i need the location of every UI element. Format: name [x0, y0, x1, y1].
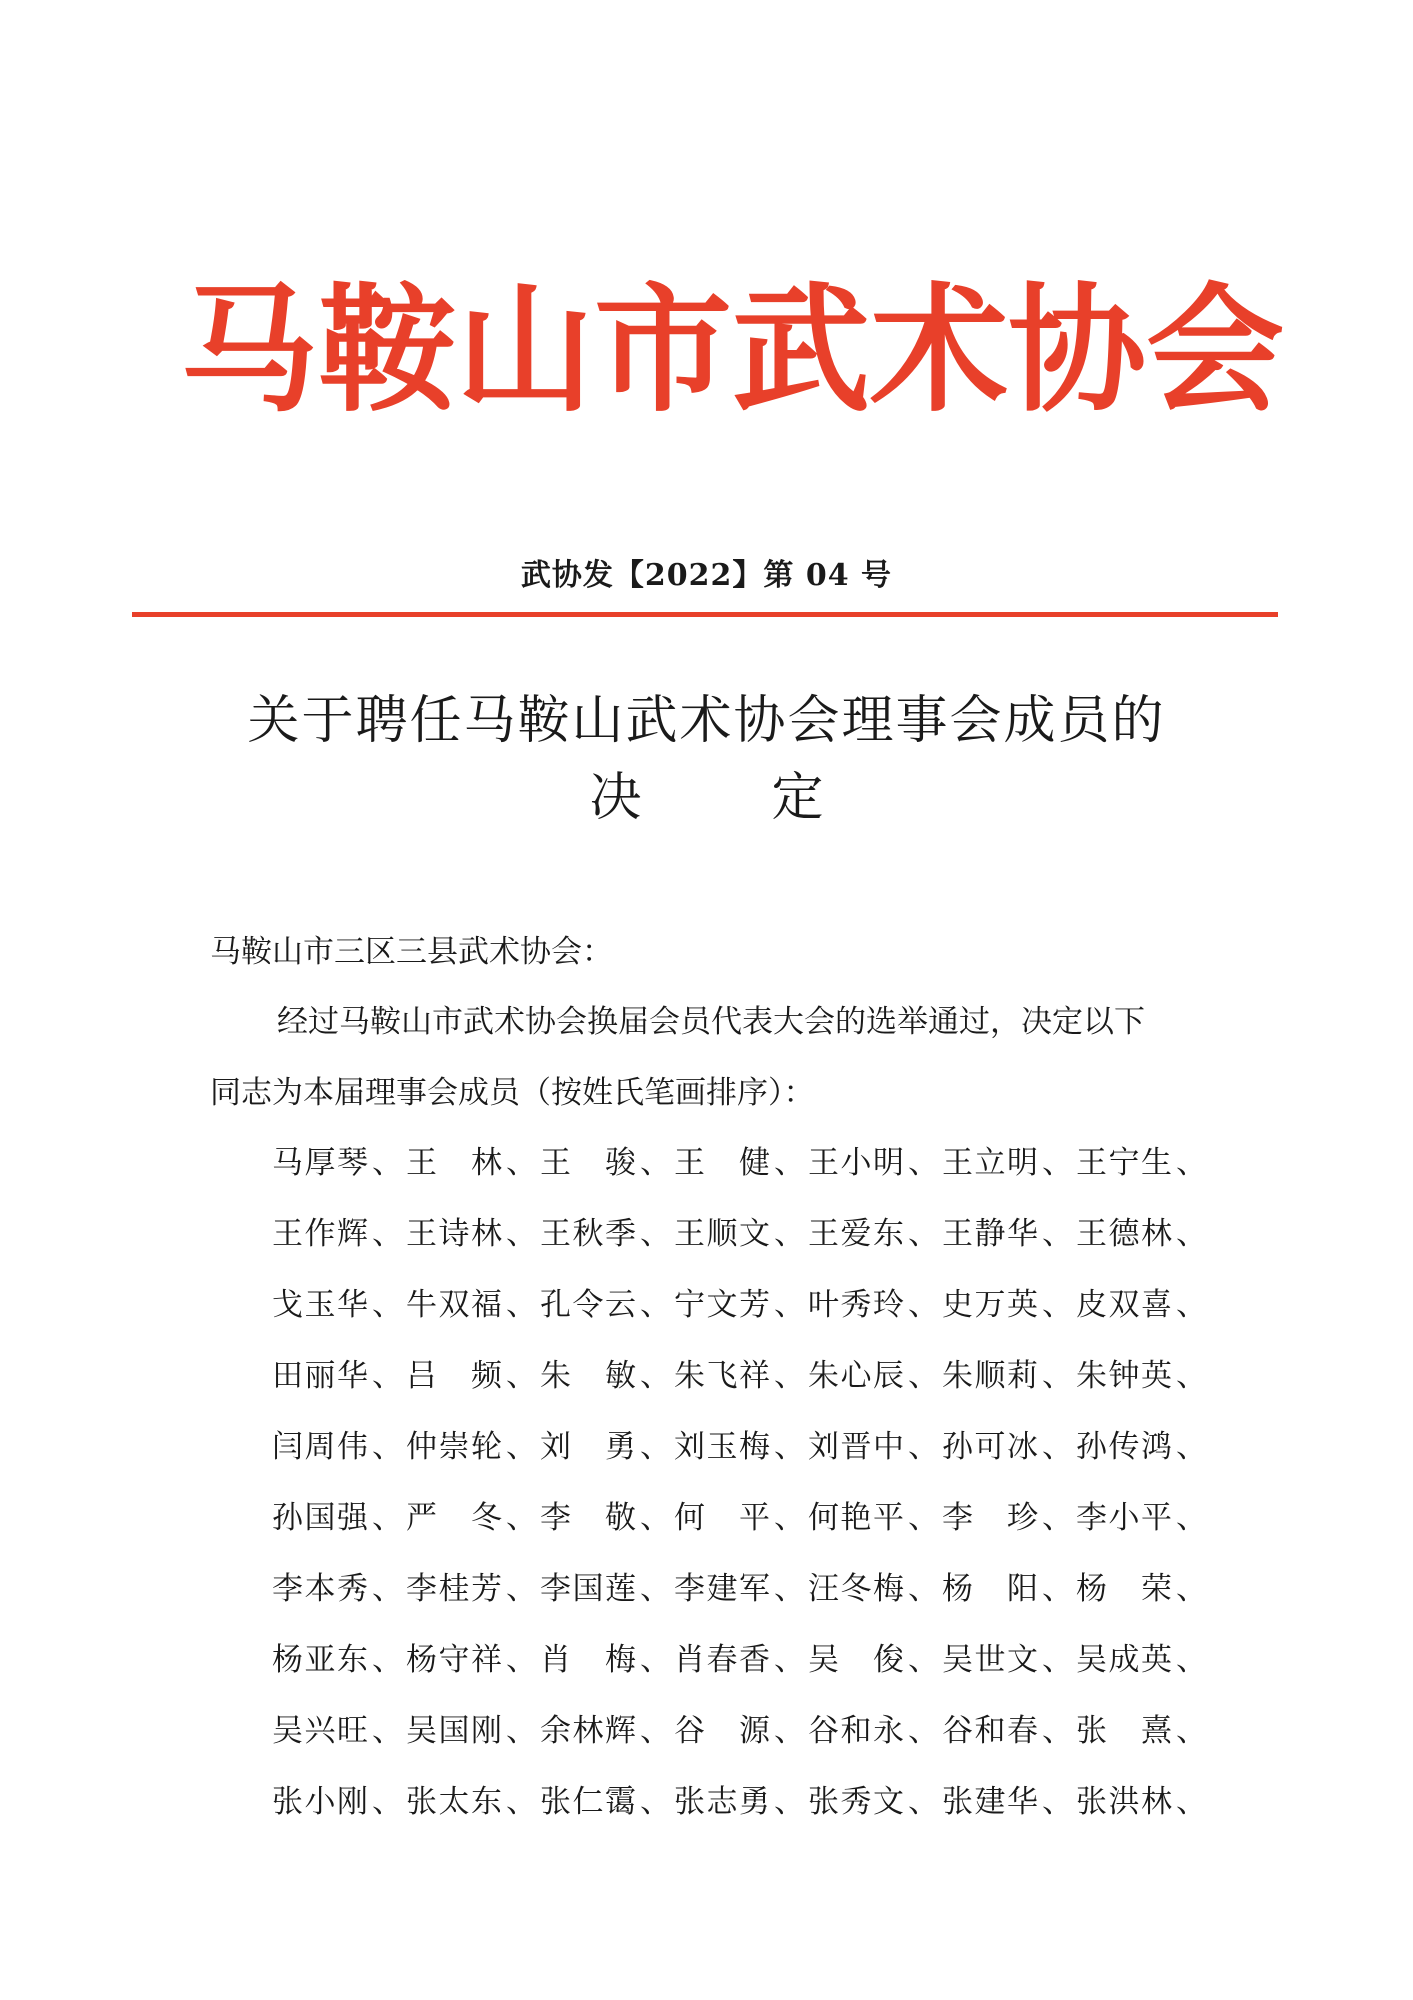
name-separator: 、 [774, 1784, 805, 1820]
name-separator: 、 [506, 1642, 537, 1678]
name-separator: 、 [372, 1713, 403, 1749]
name-separator: 、 [372, 1784, 403, 1820]
member-name [808, 1145, 942, 1181]
name-separator: 、 [908, 1500, 939, 1536]
member-name [540, 1429, 674, 1465]
member-name [942, 1429, 1076, 1465]
member-name-text: 何 平 [674, 1500, 770, 1536]
member-name-text: 朱 敏 [540, 1358, 636, 1394]
member-name [406, 1358, 540, 1394]
name-separator: 、 [640, 1713, 671, 1749]
member-name-text: 谷 和 春 [942, 1713, 1038, 1749]
member-name [674, 1642, 808, 1678]
member-name-text: 杨 亚 东 [272, 1642, 368, 1678]
member-name [942, 1642, 1076, 1678]
member-name [272, 1784, 406, 1820]
name-separator: 、 [640, 1571, 671, 1607]
member-name-text: 朱 钟 英 [1076, 1358, 1172, 1394]
letterhead-char: 武 [732, 268, 871, 431]
member-name-text: 李 本 秀 [272, 1571, 368, 1607]
member-name [808, 1429, 942, 1465]
member-name-text: 刘 玉 梅 [674, 1429, 770, 1465]
member-name [272, 1287, 406, 1323]
letterhead-char: 会 [1146, 268, 1285, 431]
name-separator: 、 [908, 1145, 939, 1181]
member-name [942, 1571, 1076, 1607]
name-separator: 、 [640, 1216, 671, 1252]
member-name [272, 1429, 406, 1465]
member-name [1076, 1784, 1210, 1820]
member-name-text: 李 小 平 [1076, 1500, 1172, 1536]
member-name-text: 王 德 林 [1076, 1216, 1172, 1252]
name-separator: 、 [506, 1358, 537, 1394]
member-row [272, 1429, 1222, 1503]
name-separator: 、 [1042, 1358, 1073, 1394]
name-separator: 、 [640, 1784, 671, 1820]
member-name-text: 仲 崇 轮 [406, 1429, 502, 1465]
name-separator: 、 [774, 1145, 805, 1181]
member-name-text: 王 爱 东 [808, 1216, 904, 1252]
name-separator: 、 [372, 1642, 403, 1678]
member-name [808, 1642, 942, 1678]
name-separator: 、 [506, 1571, 537, 1607]
member-name-text: 田 丽 华 [272, 1358, 368, 1394]
member-name [674, 1216, 808, 1252]
member-name [406, 1642, 540, 1678]
member-name [674, 1145, 808, 1181]
member-name-text: 张 志 勇 [674, 1784, 770, 1820]
member-name-text: 王 林 [406, 1145, 502, 1181]
member-name-text: 史 万 英 [942, 1287, 1038, 1323]
member-name [1076, 1145, 1210, 1181]
name-separator: 、 [506, 1500, 537, 1536]
member-name [1076, 1429, 1210, 1465]
member-name [1076, 1713, 1210, 1749]
member-name-text: 张 仁 霭 [540, 1784, 636, 1820]
member-row [272, 1784, 1222, 1858]
name-separator: 、 [908, 1287, 939, 1323]
letterhead-char: 马 [180, 268, 319, 431]
name-separator: 、 [774, 1287, 805, 1323]
member-name [674, 1500, 808, 1536]
member-name [1076, 1358, 1210, 1394]
member-name [406, 1287, 540, 1323]
member-name [674, 1429, 808, 1465]
name-separator: 、 [506, 1145, 537, 1181]
member-name-text: 朱 飞 祥 [674, 1358, 770, 1394]
member-name [674, 1784, 808, 1820]
member-name-text: 闫 周 伟 [272, 1429, 368, 1465]
member-name [272, 1500, 406, 1536]
member-name-text: 牛 双 福 [406, 1287, 502, 1323]
name-separator: 、 [1042, 1642, 1073, 1678]
member-name [942, 1500, 1076, 1536]
member-name [1076, 1642, 1210, 1678]
member-name [406, 1784, 540, 1820]
name-separator: 、 [506, 1429, 537, 1465]
member-name-text: 孙 国 强 [272, 1500, 368, 1536]
name-separator: 、 [908, 1216, 939, 1252]
member-name-text: 王 静 华 [942, 1216, 1038, 1252]
member-name-text: 张 熹 [1076, 1713, 1172, 1749]
member-name-text: 余 林 辉 [540, 1713, 636, 1749]
body-paragraph-line: 同志为本届理事会成员（按姓氏笔画排序）： [210, 1075, 815, 1111]
name-separator: 、 [1042, 1571, 1073, 1607]
member-name [942, 1358, 1076, 1394]
member-name-text: 刘 勇 [540, 1429, 636, 1465]
name-separator: 、 [1042, 1145, 1073, 1181]
member-name-text: 谷 和 永 [808, 1713, 904, 1749]
member-name-text: 杨 守 祥 [406, 1642, 502, 1678]
member-name [674, 1358, 808, 1394]
red-divider-line [132, 612, 1278, 617]
name-separator: 、 [640, 1500, 671, 1536]
member-name [540, 1500, 674, 1536]
member-name-text: 李 建 军 [674, 1571, 770, 1607]
name-separator: 、 [372, 1145, 403, 1181]
member-name-text: 肖 春 香 [674, 1642, 770, 1678]
member-name-text: 吕 频 [406, 1358, 502, 1394]
name-separator: 、 [774, 1571, 805, 1607]
document-title: 关于聘任马鞍山武术协会理事会成员的 [247, 691, 1166, 751]
member-name-text: 孔 令 云 [540, 1287, 636, 1323]
name-separator: 、 [1176, 1429, 1207, 1465]
member-name-text: 李 敬 [540, 1500, 636, 1536]
member-row [272, 1642, 1222, 1716]
member-row [272, 1145, 1222, 1219]
member-name-text: 李 国 莲 [540, 1571, 636, 1607]
name-separator: 、 [774, 1216, 805, 1252]
name-separator: 、 [372, 1358, 403, 1394]
name-separator: 、 [1176, 1500, 1207, 1536]
member-name-text: 叶 秀 玲 [808, 1287, 904, 1323]
member-name-text: 王 宁 生 [1076, 1145, 1172, 1181]
addressee: 马鞍山市三区三县武术协会： [210, 934, 613, 970]
name-separator: 、 [1176, 1571, 1207, 1607]
name-separator: 、 [774, 1500, 805, 1536]
member-name [1076, 1571, 1210, 1607]
member-name [540, 1571, 674, 1607]
name-separator: 、 [372, 1571, 403, 1607]
letterhead-char: 协 [1008, 268, 1147, 431]
name-separator: 、 [1176, 1784, 1207, 1820]
member-name [540, 1287, 674, 1323]
name-separator: 、 [1176, 1713, 1207, 1749]
name-separator: 、 [640, 1145, 671, 1181]
member-name [942, 1287, 1076, 1323]
member-row [272, 1713, 1222, 1787]
member-name [540, 1642, 674, 1678]
member-name-text: 吴 兴 旺 [272, 1713, 368, 1749]
name-separator: 、 [1042, 1429, 1073, 1465]
name-separator: 、 [1042, 1713, 1073, 1749]
member-name [540, 1713, 674, 1749]
member-name [808, 1358, 942, 1394]
name-separator: 、 [908, 1784, 939, 1820]
member-name [808, 1500, 942, 1536]
member-name [406, 1571, 540, 1607]
member-name-text: 王 诗 林 [406, 1216, 502, 1252]
member-name-text: 王 健 [674, 1145, 770, 1181]
member-name [942, 1145, 1076, 1181]
member-name [272, 1358, 406, 1394]
member-name-text: 孙 传 鸿 [1076, 1429, 1172, 1465]
member-name [540, 1216, 674, 1252]
member-name-text: 王 秋 季 [540, 1216, 636, 1252]
member-name [406, 1216, 540, 1252]
member-name-text: 王 立 明 [942, 1145, 1038, 1181]
name-separator: 、 [640, 1287, 671, 1323]
name-separator: 、 [372, 1216, 403, 1252]
name-separator: 、 [1176, 1145, 1207, 1181]
name-separator: 、 [640, 1642, 671, 1678]
member-name-text: 严 冬 [406, 1500, 502, 1536]
name-separator: 、 [640, 1358, 671, 1394]
name-separator: 、 [1176, 1358, 1207, 1394]
name-separator: 、 [640, 1429, 671, 1465]
member-name-text: 孙 可 冰 [942, 1429, 1038, 1465]
member-name [674, 1571, 808, 1607]
member-name-text: 王 顺 文 [674, 1216, 770, 1252]
member-name-text: 张 建 华 [942, 1784, 1038, 1820]
document-title-subline: 决定 [589, 768, 954, 828]
member-name-text: 王 作 辉 [272, 1216, 368, 1252]
member-row [272, 1216, 1222, 1290]
name-separator: 、 [774, 1358, 805, 1394]
member-name-text: 李 桂 芳 [406, 1571, 502, 1607]
member-name [406, 1145, 540, 1181]
member-name [674, 1713, 808, 1749]
member-name [272, 1713, 406, 1749]
name-separator: 、 [1042, 1216, 1073, 1252]
member-name-text: 吴 国 刚 [406, 1713, 502, 1749]
name-separator: 、 [908, 1571, 939, 1607]
member-row [272, 1571, 1222, 1645]
name-separator: 、 [1176, 1216, 1207, 1252]
member-name-list [272, 1145, 1222, 1858]
member-name-text: 王 骏 [540, 1145, 636, 1181]
member-name [808, 1571, 942, 1607]
member-row [272, 1287, 1222, 1361]
name-separator: 、 [506, 1216, 537, 1252]
member-name-text: 李 珍 [942, 1500, 1038, 1536]
member-name [808, 1784, 942, 1820]
letterhead-char: 鞍 [318, 268, 457, 431]
member-name [406, 1429, 540, 1465]
member-name-text: 吴 世 文 [942, 1642, 1038, 1678]
name-separator: 、 [372, 1500, 403, 1536]
member-name [540, 1784, 674, 1820]
name-separator: 、 [1042, 1287, 1073, 1323]
member-name-text: 杨 阳 [942, 1571, 1038, 1607]
member-name [808, 1287, 942, 1323]
name-separator: 、 [1042, 1784, 1073, 1820]
member-name [272, 1571, 406, 1607]
member-name-text: 谷 源 [674, 1713, 770, 1749]
name-separator: 、 [1176, 1287, 1207, 1323]
member-name-text: 马 厚 琴 [272, 1145, 368, 1181]
member-name [406, 1500, 540, 1536]
name-separator: 、 [774, 1642, 805, 1678]
member-name-text: 宁 文 芳 [674, 1287, 770, 1323]
member-name [1076, 1287, 1210, 1323]
member-row [272, 1358, 1222, 1432]
member-name [808, 1713, 942, 1749]
member-name [272, 1642, 406, 1678]
letterhead-char: 山 [456, 268, 595, 431]
member-name [540, 1358, 674, 1394]
member-name [272, 1145, 406, 1181]
member-name [272, 1216, 406, 1252]
member-name-text: 何 艳 平 [808, 1500, 904, 1536]
organization-letterhead [180, 265, 1285, 435]
name-separator: 、 [506, 1713, 537, 1749]
name-separator: 、 [1042, 1500, 1073, 1536]
member-name [1076, 1500, 1210, 1536]
member-name-text: 吴 成 英 [1076, 1642, 1172, 1678]
member-name [942, 1784, 1076, 1820]
member-name [406, 1713, 540, 1749]
member-name [808, 1216, 942, 1252]
letterhead-char: 市 [594, 268, 733, 431]
name-separator: 、 [506, 1784, 537, 1820]
document-number: 武协发【2022】第 04 号 [520, 558, 893, 593]
name-separator: 、 [774, 1713, 805, 1749]
name-separator: 、 [372, 1429, 403, 1465]
member-name-text: 张 洪 林 [1076, 1784, 1172, 1820]
name-separator: 、 [908, 1713, 939, 1749]
member-name-text: 王 小 明 [808, 1145, 904, 1181]
name-separator: 、 [908, 1642, 939, 1678]
body-paragraph-line: 经过马鞍山市武术协会换届会员代表大会的选举通过，决定以下 [277, 1004, 1145, 1040]
member-name-text: 皮 双 喜 [1076, 1287, 1172, 1323]
member-name-text: 刘 晋 中 [808, 1429, 904, 1465]
member-name [1076, 1216, 1210, 1252]
name-separator: 、 [506, 1287, 537, 1323]
member-name-text: 吴 俊 [808, 1642, 904, 1678]
member-name [540, 1145, 674, 1181]
member-name-text: 朱 心 辰 [808, 1358, 904, 1394]
member-name-text: 张 秀 文 [808, 1784, 904, 1820]
member-name [942, 1216, 1076, 1252]
member-name-text: 汪 冬 梅 [808, 1571, 904, 1607]
member-name-text: 肖 梅 [540, 1642, 636, 1678]
name-separator: 、 [372, 1287, 403, 1323]
member-name-text: 朱 顺 莉 [942, 1358, 1038, 1394]
name-separator: 、 [1176, 1642, 1207, 1678]
letterhead-char: 术 [870, 268, 1009, 431]
member-name-text: 张 太 东 [406, 1784, 502, 1820]
member-name [674, 1287, 808, 1323]
member-name [942, 1713, 1076, 1749]
member-row [272, 1500, 1222, 1574]
name-separator: 、 [774, 1429, 805, 1465]
member-name-text: 张 小 刚 [272, 1784, 368, 1820]
member-name-text: 杨 荣 [1076, 1571, 1172, 1607]
name-separator: 、 [908, 1358, 939, 1394]
name-separator: 、 [908, 1429, 939, 1465]
member-name-text: 戈 玉 华 [272, 1287, 368, 1323]
